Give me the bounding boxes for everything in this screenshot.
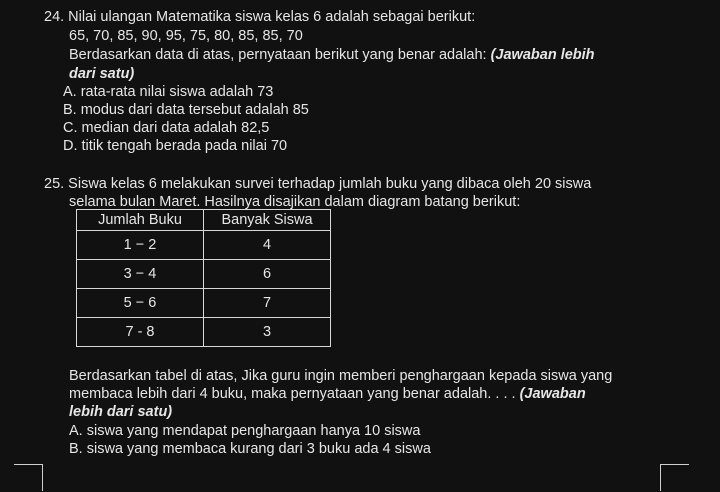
- table-row: [77, 318, 331, 347]
- question-25-option-a: A. siswa yang mendapat penghargaan hanya 10 siswa: [69, 423, 421, 439]
- question-24-option-c: C. median dari data adalah 82,5: [63, 120, 270, 136]
- table-cell: 3 − 4: [77, 260, 204, 289]
- table-cell: 1 − 2: [77, 231, 204, 260]
- question-24-option-b: B. modus dari data tersebut adalah 85: [63, 102, 309, 118]
- table-cell: 7: [204, 289, 331, 318]
- question-25-stem: 25. Siswa kelas 6 melakukan survei terhadap jumlah buku yang dibaca oleh 20 siswa: [44, 176, 592, 192]
- table-row: [77, 231, 331, 260]
- crop-mark-left-icon: [14, 464, 43, 491]
- question-24-note-continued: dari satu): [69, 66, 135, 82]
- table-header-cell: Banyak Siswa: [204, 210, 331, 231]
- question-25-note-continued: lebih dari satu): [69, 404, 173, 420]
- question-25-prompt: [69, 385, 586, 404]
- table-header-row: [77, 210, 331, 231]
- table-cell: 3: [204, 318, 331, 347]
- question-24-prompt-text: Berdasarkan data di atas, pernyataan berikut yang benar adalah:: [69, 47, 491, 63]
- crop-mark-right-icon: [660, 464, 689, 491]
- question-25-followup: Berdasarkan tabel di atas, Jika guru ingin memberi penghargaan kepada siswa yang: [69, 368, 613, 384]
- table-cell: 5 − 6: [77, 289, 204, 318]
- question-24-option-a: A. rata-rata nilai siswa adalah 73: [63, 84, 274, 100]
- question-25-prompt-text: membaca lebih dari 4 buku, maka pernyataan yang benar adalah. . . .: [69, 386, 520, 402]
- books-read-table: [76, 209, 331, 347]
- question-25-stem-continued: selama bulan Maret. Hasilnya disajikan dalam diagram batang berikut:: [69, 194, 521, 210]
- question-24-data: 65, 70, 85, 90, 95, 75, 80, 85, 85, 70: [69, 28, 303, 44]
- table-cell: 7 - 8: [77, 318, 204, 347]
- question-25-option-b: B. siswa yang membaca kurang dari 3 buku ada 4 siswa: [69, 441, 431, 457]
- table-header-cell: Jumlah Buku: [77, 210, 204, 231]
- table-cell: 4: [204, 231, 331, 260]
- question-24-note: (Jawaban lebih: [490, 47, 595, 63]
- table-cell: 6: [204, 260, 331, 289]
- question-24-prompt: [69, 46, 595, 65]
- table-row: [77, 289, 331, 318]
- table-row: [77, 260, 331, 289]
- question-24-option-d: D. titik tengah berada pada nilai 70: [63, 138, 288, 154]
- question-25-note: (Jawaban: [519, 386, 586, 402]
- question-24-stem: 24. Nilai ulangan Matematika siswa kelas 6 adalah sebagai berikut:: [44, 9, 476, 25]
